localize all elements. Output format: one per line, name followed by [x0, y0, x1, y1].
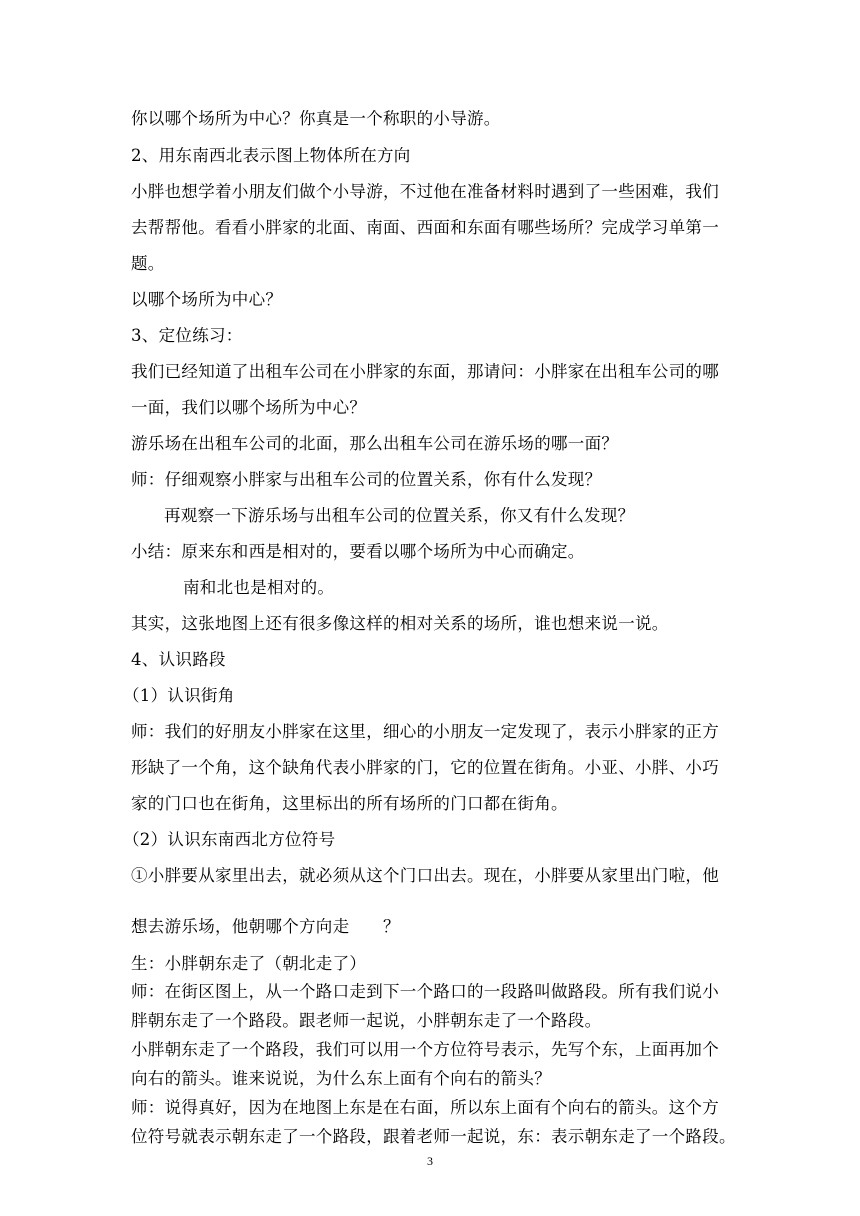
- text-line: 再观察一下游乐场与出租车公司的位置关系，你又有什么发现？: [164, 506, 635, 525]
- page-number: 3: [427, 1154, 433, 1168]
- text-line: 想去游乐场，他朝哪个方向走 ？: [131, 917, 400, 936]
- text-line: 位符号就表示朝东走了一个路段，跟着老师一起说，东：表示朝东走了一个路段。: [131, 1127, 736, 1146]
- text-line: 师：仔细观察小胖家与出租车公司的位置关系，你有什么发现？: [131, 470, 602, 489]
- text-line: ①小胖要从家里出去，就必须从这个门口出去。现在，小胖要从家里出门啦，他: [131, 866, 719, 885]
- text-line: 题。: [131, 254, 165, 273]
- text-line: 师：说得真好，因为在地图上东是在右面，所以东上面有个向右的箭头。这个方: [131, 1098, 719, 1117]
- text-line: 南和北也是相对的。: [183, 578, 335, 597]
- text-line: 你以哪个场所为中心？你真是一个称职的小导游。: [131, 109, 501, 128]
- text-line: 以哪个场所为中心？: [131, 290, 283, 309]
- text-line: 生：小胖朝东走了（朝北走了）: [131, 954, 367, 973]
- text-line: 其实，这张地图上还有很多像这样的相对关系的场所，谁也想来说一说。: [131, 614, 669, 633]
- subsection-heading: （1）认识街角: [123, 686, 235, 705]
- subsection-heading: （2）认识东南西北方位符号: [123, 830, 336, 849]
- text-line: 向右的箭头。谁来说说，为什么东上面有个向右的箭头？: [131, 1069, 551, 1088]
- text-line: 我们已经知道了出租车公司在小胖家的东面，那请问：小胖家在出租车公司的哪: [131, 362, 719, 381]
- section-heading: 3、定位练习：: [131, 326, 243, 345]
- text-line: 去帮帮他。看看小胖家的北面、南面、西面和东面有哪些场所？完成学习单第一: [131, 218, 719, 237]
- text-line: 小结：原来东和西是相对的，要看以哪个场所为中心而确定。: [131, 542, 585, 561]
- text-line: 胖朝东走了一个路段。跟老师一起说，小胖朝东走了一个路段。: [131, 1011, 602, 1030]
- text-line: 师：我们的好朋友小胖家在这里，细心的小朋友一定发现了，表示小胖家的正方: [131, 722, 719, 741]
- text-line: 游乐场在出租车公司的北面，那么出租车公司在游乐场的哪一面？: [131, 434, 619, 453]
- text-line: 小胖也想学着小朋友们做个小导游，不过他在准备材料时遇到了一些困难，我们: [131, 182, 719, 201]
- text-line: 家的门口也在街角，这里标出的所有场所的门口都在街角。: [131, 794, 568, 813]
- section-heading: 4、认识路段: [131, 650, 226, 669]
- text-line: 小胖朝东走了一个路段，我们可以用一个方位符号表示，先写个东，上面再加个: [131, 1040, 719, 1059]
- text-line: 师：在街区图上，从一个路口走到下一个路口的一段路叫做路段。所有我们说小: [131, 982, 719, 1001]
- section-heading: 2、用东南西北表示图上物体所在方向: [131, 146, 411, 165]
- text-line: 一面，我们以哪个场所为中心？: [131, 398, 367, 417]
- text-line: 形缺了一个角，这个缺角代表小胖家的门，它的位置在街角。小亚、小胖、小巧: [131, 758, 719, 777]
